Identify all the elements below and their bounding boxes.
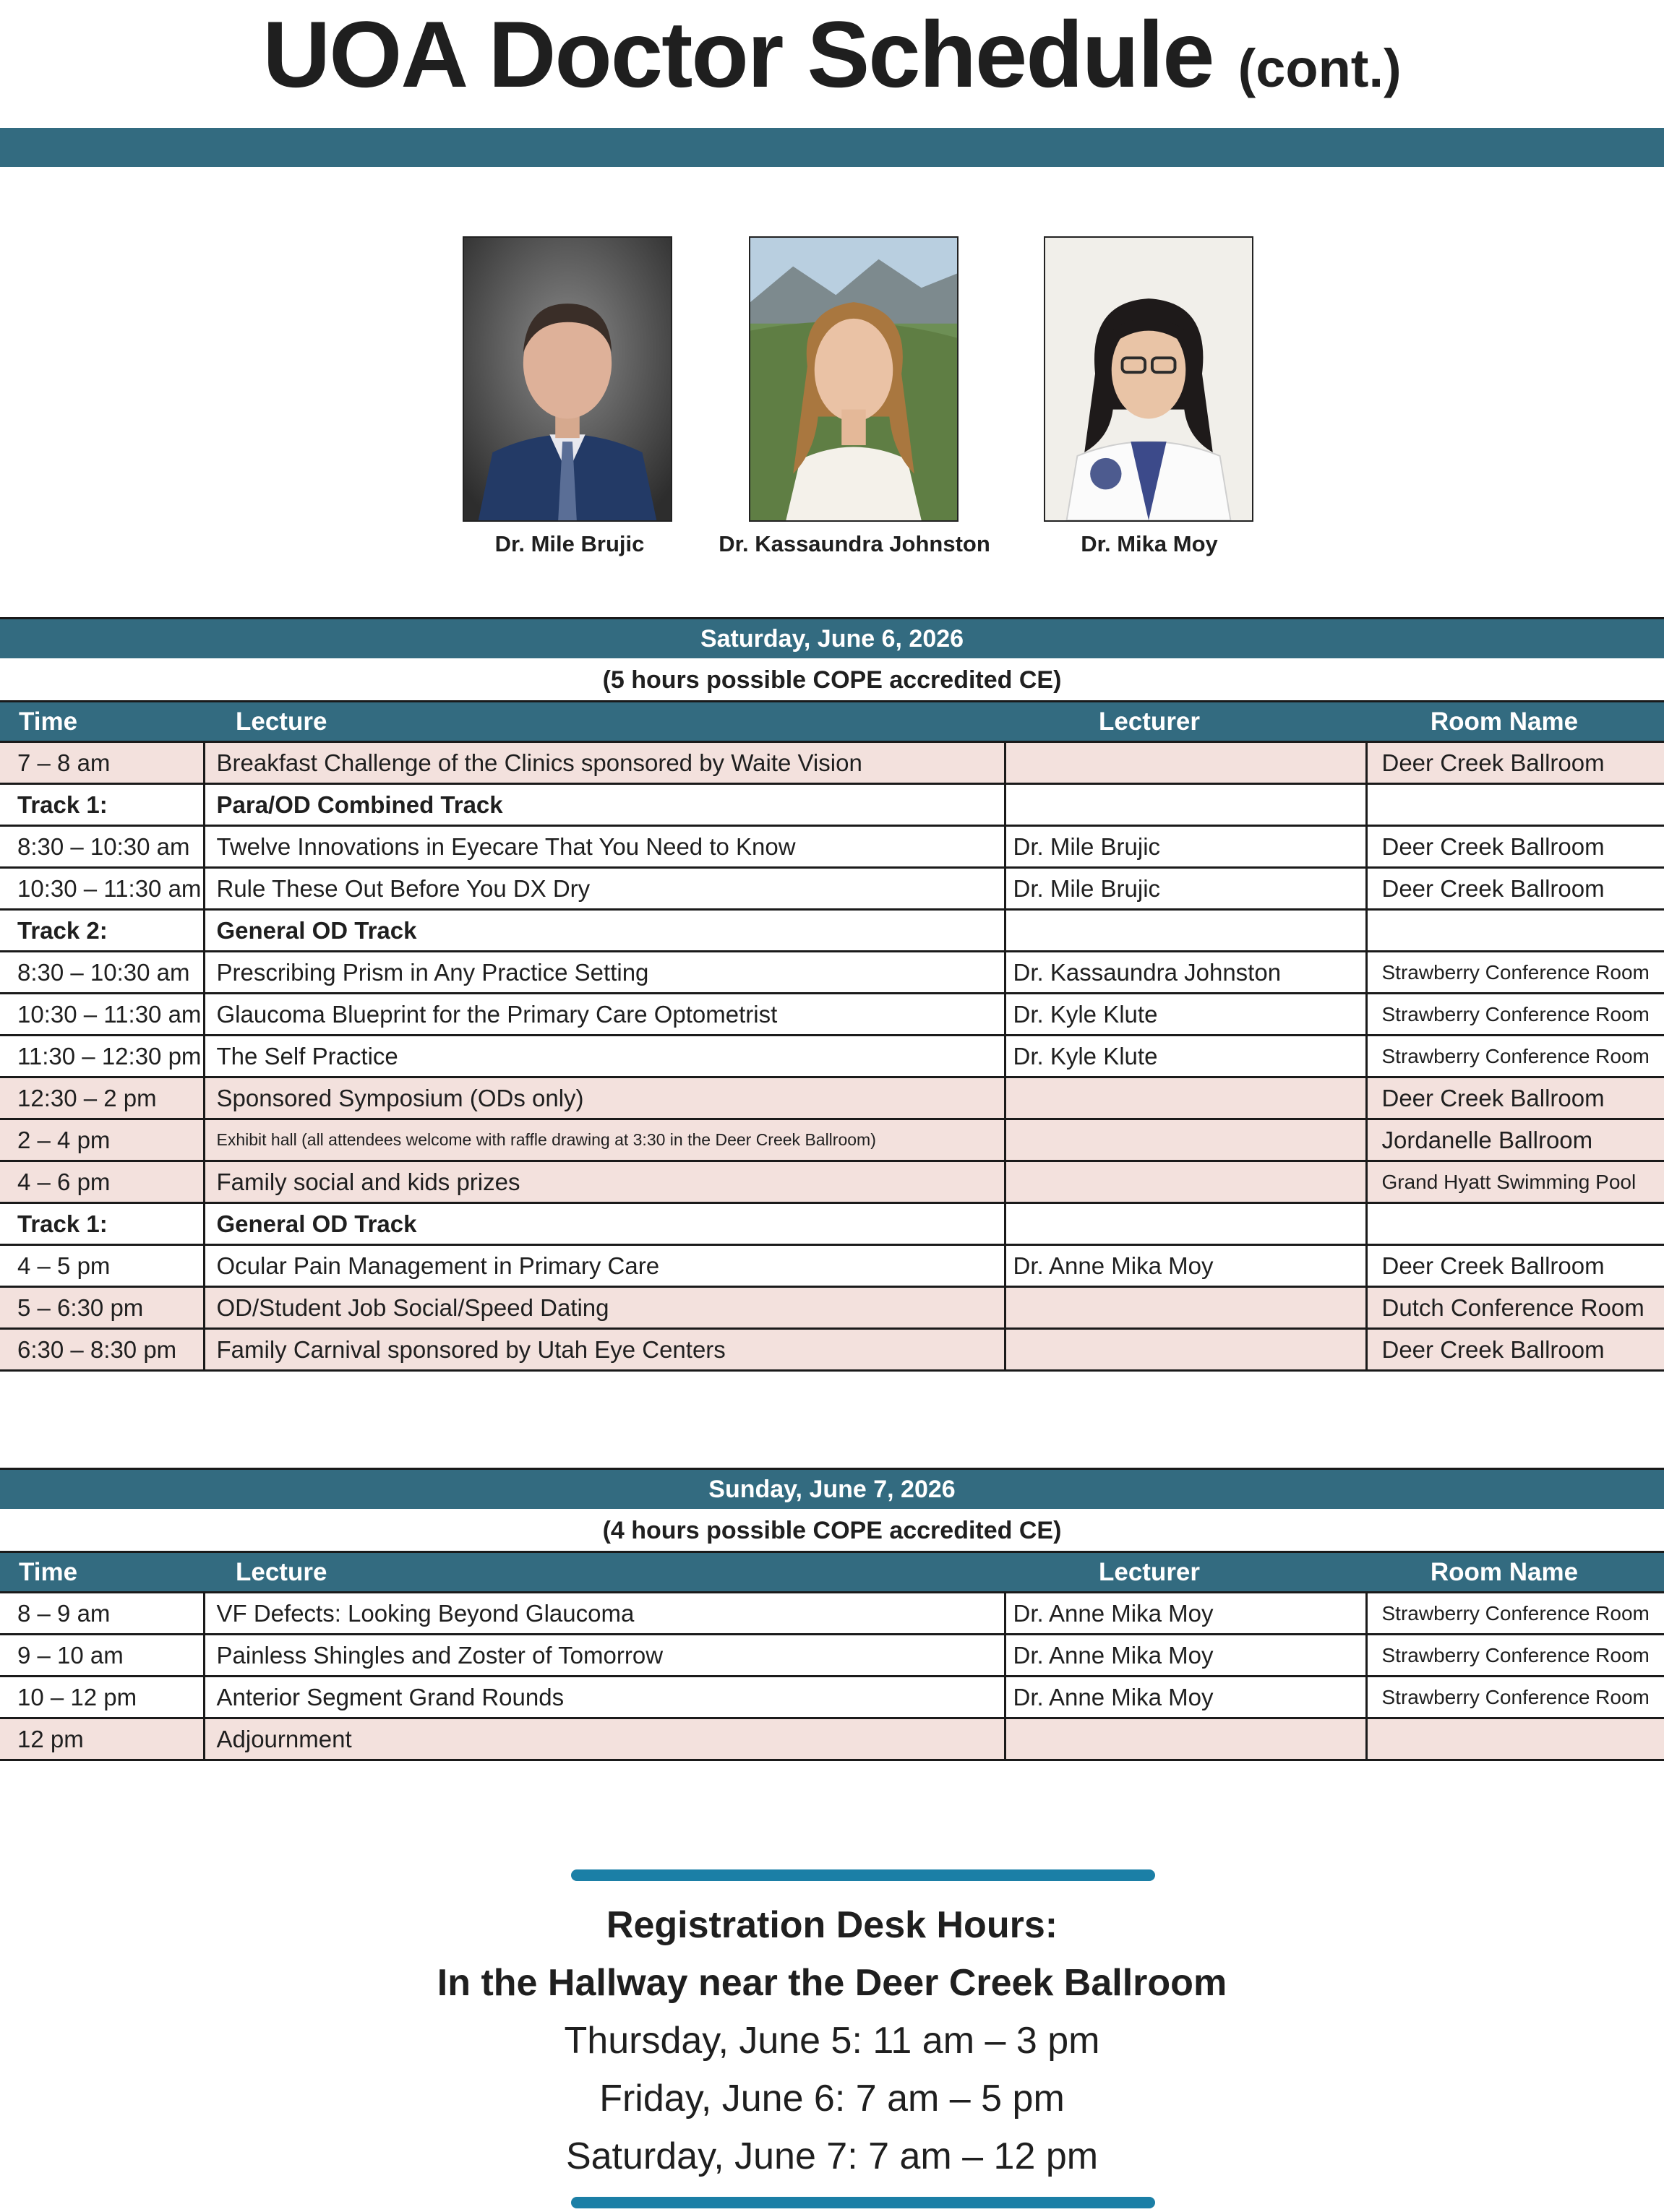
table-row: [0, 1677, 1664, 1718]
row-lecture: Prescribing Prism in Any Practice Setting: [204, 952, 1005, 994]
page-title: [0, 0, 1664, 123]
row-lecturer: Dr. Anne Mika Moy: [1005, 1593, 1366, 1635]
table-row: [0, 952, 1664, 994]
row-lecturer: Dr. Mile Brujic: [1005, 826, 1366, 868]
table-row: [0, 994, 1664, 1036]
row-lecture: Rule These Out Before You DX Dry: [204, 868, 1005, 910]
row-time: 8:30 – 10:30 am: [0, 826, 204, 868]
sunday-table: [0, 1551, 1664, 1761]
doctor-caption-moy: Dr. Mika Moy: [1081, 531, 1218, 556]
table-row: [0, 784, 1664, 826]
row-lecturer: [1005, 784, 1366, 826]
table-row: [0, 1635, 1664, 1677]
table-row: [0, 1245, 1664, 1287]
row-lecturer: Dr. Anne Mika Moy: [1005, 1245, 1366, 1287]
row-lecture: Anterior Segment Grand Rounds: [204, 1677, 1005, 1718]
column-header-room: Room Name: [1366, 702, 1664, 742]
registration-location: In the Hallway near the Deer Creek Ballroom: [437, 1962, 1227, 2004]
column-header-lecturer: Lecturer: [1005, 1552, 1366, 1593]
row-time: 10:30 – 11:30 am: [0, 994, 204, 1036]
row-room: Deer Creek Ballroom: [1366, 1077, 1664, 1119]
row-lecturer: [1005, 1718, 1366, 1760]
row-lecture: Twelve Innovations in Eyecare That You Need to Know: [204, 826, 1005, 868]
registration-heading: Registration Desk Hours:: [606, 1904, 1058, 1946]
row-time: Track 1:: [0, 1203, 204, 1245]
registration-hours-line: Saturday, June 7: 7 am – 12 pm: [565, 2135, 1099, 2177]
row-room: Deer Creek Ballroom: [1366, 742, 1664, 784]
row-room: Jordanelle Ballroom: [1366, 1119, 1664, 1161]
table-row: [0, 826, 1664, 868]
row-room: Strawberry Conference Room: [1366, 1635, 1664, 1677]
row-time: 9 – 10 am: [0, 1635, 204, 1677]
row-time: 10 – 12 pm: [0, 1677, 204, 1718]
row-lecture: Family social and kids prizes: [204, 1161, 1005, 1203]
row-lecture: OD/Student Job Social/Speed Dating: [204, 1287, 1005, 1329]
table-row: [0, 1036, 1664, 1077]
registration-hours-line: Friday, June 6: 7 am – 5 pm: [599, 2078, 1065, 2120]
column-header-time: Time: [0, 702, 204, 742]
row-lecturer: Dr. Kassaundra Johnston: [1005, 952, 1366, 994]
row-room: Strawberry Conference Room: [1366, 994, 1664, 1036]
column-header-lecture: Lecture: [204, 1552, 1005, 1593]
row-lecturer: Dr. Kyle Klute: [1005, 994, 1366, 1036]
row-time: Track 1:: [0, 784, 204, 826]
row-time: 12 pm: [0, 1718, 204, 1760]
row-lecture: Ocular Pain Management in Primary Care: [204, 1245, 1005, 1287]
saturday-schedule: [0, 617, 1664, 1372]
table-row: [0, 1077, 1664, 1119]
page-title-text: UOA Doctor Schedule: [262, 1, 1214, 107]
registration-top-rule: [571, 1869, 1155, 1881]
column-header-time: Time: [0, 1552, 204, 1593]
row-lecture: General OD Track: [204, 1203, 1005, 1245]
row-room: Strawberry Conference Room: [1366, 952, 1664, 994]
row-lecturer: [1005, 742, 1366, 784]
doctor-photo-moy: [1044, 236, 1253, 522]
row-room: [1366, 784, 1664, 826]
row-lecture: Family Carnival sponsored by Utah Eye Centers: [204, 1329, 1005, 1371]
row-lecture: The Self Practice: [204, 1036, 1005, 1077]
sunday-schedule: [0, 1468, 1664, 1761]
doctor-photo-johnston: [749, 236, 958, 522]
sunday-day-heading: Sunday, June 7, 2026: [0, 1468, 1664, 1509]
table-row: [0, 1161, 1664, 1203]
row-lecture: Breakfast Challenge of the Clinics sponsored by Waite Vision: [204, 742, 1005, 784]
column-header-lecture: Lecture: [204, 702, 1005, 742]
table-row: [0, 742, 1664, 784]
row-lecture: Para/OD Combined Track: [204, 784, 1005, 826]
table-row: [0, 910, 1664, 952]
row-lecture: Adjournment: [204, 1718, 1005, 1760]
row-lecture: Exhibit hall (all attendees welcome with raffle drawing at 3:30 in the Deer Creek Ballroom): [204, 1119, 1005, 1161]
row-room: [1366, 1203, 1664, 1245]
row-room: Strawberry Conference Room: [1366, 1036, 1664, 1077]
row-time: 11:30 – 12:30 pm: [0, 1036, 204, 1077]
row-time: Track 2:: [0, 910, 204, 952]
row-lecturer: Dr. Mile Brujic: [1005, 868, 1366, 910]
row-time: 8 – 9 am: [0, 1593, 204, 1635]
table-row: [0, 1203, 1664, 1245]
sunday-ce-note: (4 hours possible COPE accredited CE): [602, 1517, 1062, 1544]
table-header: [0, 1552, 1664, 1593]
doctor-caption-johnston: Dr. Kassaundra Johnston: [719, 531, 990, 556]
table-row: [0, 1119, 1664, 1161]
row-time: 2 – 4 pm: [0, 1119, 204, 1161]
saturday-day-heading: Saturday, June 6, 2026: [0, 617, 1664, 658]
column-header-room: Room Name: [1366, 1552, 1664, 1593]
row-time: 8:30 – 10:30 am: [0, 952, 204, 994]
row-lecture: General OD Track: [204, 910, 1005, 952]
row-lecturer: [1005, 1077, 1366, 1119]
row-lecture: Sponsored Symposium (ODs only): [204, 1077, 1005, 1119]
row-room: Strawberry Conference Room: [1366, 1593, 1664, 1635]
header-divider-band: [0, 128, 1664, 167]
row-room: Deer Creek Ballroom: [1366, 868, 1664, 910]
page-title-suffix: (cont.): [1238, 38, 1402, 98]
row-lecturer: [1005, 1203, 1366, 1245]
row-lecturer: Dr. Kyle Klute: [1005, 1036, 1366, 1077]
row-room: [1366, 1718, 1664, 1760]
row-lecture: VF Defects: Looking Beyond Glaucoma: [204, 1593, 1005, 1635]
row-room: Strawberry Conference Room: [1366, 1677, 1664, 1718]
row-time: 4 – 6 pm: [0, 1161, 204, 1203]
registration-bottom-rule: [571, 2197, 1155, 2208]
row-lecturer: [1005, 1119, 1366, 1161]
row-room: Dutch Conference Room: [1366, 1287, 1664, 1329]
registration-info: [0, 1896, 1664, 2185]
row-lecturer: [1005, 1161, 1366, 1203]
row-room: [1366, 910, 1664, 952]
row-room: Deer Creek Ballroom: [1366, 1329, 1664, 1371]
row-lecturer: Dr. Anne Mika Moy: [1005, 1677, 1366, 1718]
saturday-ce-note: (5 hours possible COPE accredited CE): [602, 666, 1062, 694]
table-row: [0, 1718, 1664, 1760]
row-time: 5 – 6:30 pm: [0, 1287, 204, 1329]
row-lecture: Painless Shingles and Zoster of Tomorrow: [204, 1635, 1005, 1677]
table-row: [0, 1329, 1664, 1371]
doctor-photo-brujic: [463, 236, 672, 522]
saturday-table: [0, 700, 1664, 1372]
table-header: [0, 702, 1664, 742]
row-room: Grand Hyatt Swimming Pool: [1366, 1161, 1664, 1203]
row-time: 6:30 – 8:30 pm: [0, 1329, 204, 1371]
column-header-lecturer: Lecturer: [1005, 702, 1366, 742]
doctor-caption-brujic: Dr. Mile Brujic: [494, 531, 645, 556]
row-time: 12:30 – 2 pm: [0, 1077, 204, 1119]
row-lecturer: [1005, 1329, 1366, 1371]
registration-hours-line: Thursday, June 5: 11 am – 3 pm: [564, 2020, 1100, 2062]
row-lecture: Glaucoma Blueprint for the Primary Care Optometrist: [204, 994, 1005, 1036]
table-row: [0, 868, 1664, 910]
row-time: 10:30 – 11:30 am: [0, 868, 204, 910]
row-room: Deer Creek Ballroom: [1366, 826, 1664, 868]
table-row: [0, 1593, 1664, 1635]
row-lecturer: [1005, 1287, 1366, 1329]
row-lecturer: [1005, 910, 1366, 952]
row-time: 7 – 8 am: [0, 742, 204, 784]
row-time: 4 – 5 pm: [0, 1245, 204, 1287]
table-row: [0, 1287, 1664, 1329]
row-lecturer: Dr. Anne Mika Moy: [1005, 1635, 1366, 1677]
row-room: Deer Creek Ballroom: [1366, 1245, 1664, 1287]
